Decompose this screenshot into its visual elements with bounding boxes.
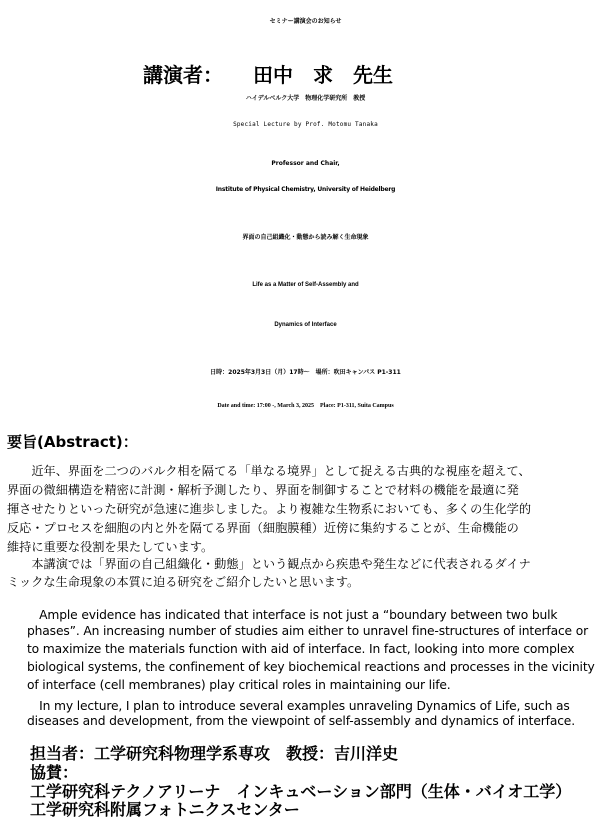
professor-title-en: Professor and Chair, bbox=[271, 160, 340, 167]
datetime-place-en: Date and time: 17:00 -, March 3, 2025 Place: P1-311, Suita Campus bbox=[217, 403, 394, 409]
abstract-ja-line: ミックな生命現象の本質に迫る研究をご紹介したいと思います。 bbox=[7, 575, 360, 589]
datetime-place-ja: 日時：2025年3月3日（月）17時～ 場所：吹田キャンパス P1-311 bbox=[210, 369, 401, 376]
contact-person: 担当者：工学研究科物理学系専攻 教授：吉川洋史 bbox=[30, 744, 399, 763]
special-lecture-en: Special Lecture by Prof. Motomu Tanaka bbox=[233, 121, 378, 128]
speaker-name: 田中 求 先生 bbox=[253, 63, 393, 87]
abstract-en-line: to maximize the materials function with aid of interface. In fact, looking into more complex bbox=[27, 642, 575, 656]
abstract-heading: 要旨(Abstract)： bbox=[7, 433, 138, 451]
abstract-ja-line: 近年、界面を二つのバルク相を隔てる「単なる境界」として捉える古典的な視座を超えて、 bbox=[7, 464, 531, 478]
institute-en: Institute of Physical Chemistry, University of Heidelberg bbox=[215, 186, 396, 193]
cosponsor-item: 工学研究科テクノアリーナ インキュベーション部門（生体・バイオ工学） bbox=[30, 782, 572, 801]
abstract-ja-line: 本講演では「界面の自己組織化・動態」という観点から疾患や発生などに代表されるダイナ bbox=[7, 557, 531, 571]
abstract-en-line: diseases and development, from the viewpoint of self-assembly and dynamics of interface. bbox=[27, 714, 575, 728]
abstract-ja-line: 反応・プロセスを細胞の内と外を隔てる界面（細胞膜種）近傍に集約することが、生命機能の bbox=[7, 521, 519, 535]
cosponsor-label: 協賛： bbox=[30, 763, 79, 782]
abstract-en-line: In my lecture, I plan to introduce several examples unraveling Dynamics of Life, such as bbox=[27, 699, 570, 713]
abstract-en-line: Ample evidence has indicated that interface is not just a “boundary between two bulk bbox=[27, 608, 558, 622]
notice-title: セミナー講演会のお知らせ bbox=[269, 18, 342, 25]
talk-title-en-line2: Dynamics of Interface bbox=[274, 322, 337, 328]
speaker-label: 講演者： bbox=[143, 63, 223, 87]
abstract-ja-line: 界面の微細構造を精密に計測・解析予測したり、界面を制御することで材料の機能を最適に発 bbox=[7, 483, 519, 497]
abstract-en-line: biological systems, the confinement of key biochemical reactions and processes in the vicinity bbox=[27, 660, 595, 674]
talk-title-en-line1: Life as a Matter of Self-Assembly and bbox=[252, 282, 359, 288]
talk-title-ja: 界面の自己組織化・動態から読み解く生命現象 bbox=[242, 234, 369, 241]
abstract-ja-line: 揮させたりといった研究が急速に進歩しました。より複雑な生物系においても、多くの生化学的 bbox=[7, 502, 532, 516]
affiliation-ja: ハイデルベルク大学 物理化学研究所 教授 bbox=[245, 95, 366, 102]
speaker-line bbox=[143, 59, 393, 88]
abstract-en-line: of interface (cell membranes) play critical roles in maintaining our life. bbox=[27, 678, 451, 692]
abstract-ja-line: 維持に重要な役割を果たしています。 bbox=[7, 540, 214, 554]
cosponsor-item: 工学研究科附属フォトニクスセンター bbox=[30, 800, 300, 819]
abstract-en-line: phases”. An increasing number of studies aim either to unravel fine-structures of interface or bbox=[27, 624, 589, 638]
